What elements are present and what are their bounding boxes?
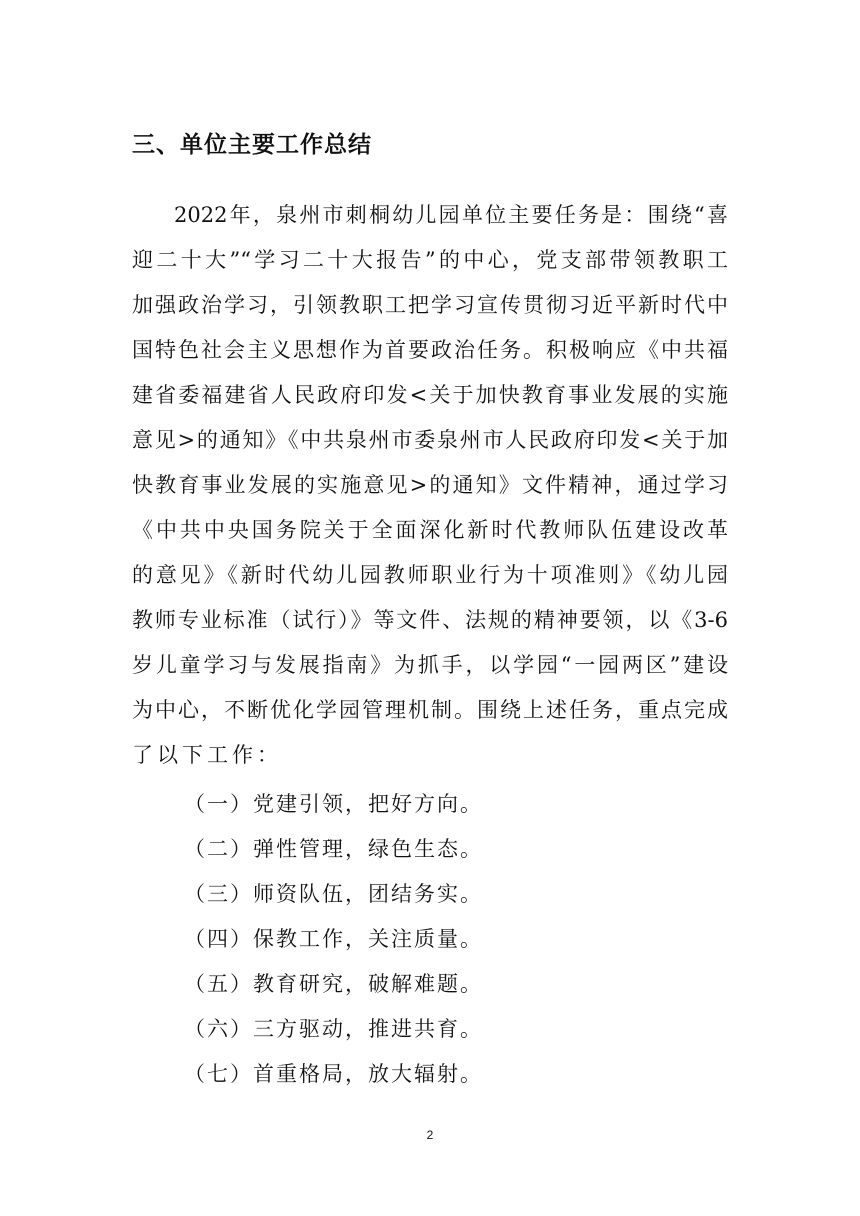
paragraph-line: 加强政治学习，引领教职工把学习宣传贯彻习近平新时代中 — [132, 293, 728, 317]
paragraph-line: 岁儿童学习与发展指南》为抓手，以学园“一园两区”建设 — [132, 653, 728, 677]
list-item: （一）党建引领，把好方向。 — [184, 792, 483, 816]
paragraph-line: 建省委福建省人民政府印发<关于加快教育事业发展的实施 — [132, 383, 728, 407]
list-item: （五）教育研究，破解难题。 — [184, 972, 483, 996]
list-item: （三）师资队伍，团结务实。 — [184, 882, 483, 906]
list-item: （七）首重格局，放大辐射。 — [184, 1062, 483, 1086]
paragraph-line: 为中心，不断优化学园管理机制。围绕上述任务，重点完成 — [132, 698, 728, 722]
paragraph-line: 的意见》《新时代幼儿园教师职业行为十项准则》《幼儿园 — [132, 563, 728, 587]
list-item: （二）弹性管理，绿色生态。 — [184, 837, 483, 861]
paragraph-line: 2022年，泉州市刺桐幼儿园单位主要任务是：围绕“喜 — [174, 203, 728, 227]
paragraph-line: 意见>的通知》《中共泉州市委泉州市人民政府印发<关于加 — [132, 428, 728, 452]
page-number: 2 — [426, 1128, 434, 1142]
paragraph-line: 了以下工作： — [132, 743, 282, 767]
paragraph-line: 快教育事业发展的实施意见>的通知》文件精神，通过学习 — [132, 473, 728, 497]
paragraph-line: 《中共中央国务院关于全面深化新时代教师队伍建设改革 — [132, 518, 728, 542]
section-heading: 三、单位主要工作总结 — [132, 132, 372, 158]
list-item: （四）保教工作，关注质量。 — [184, 927, 483, 951]
paragraph-line: 迎二十大”“学习二十大报告”的中心，党支部带领教职工 — [132, 248, 728, 272]
paragraph-line: 教师专业标准（试行）》等文件、法规的精神要领，以《3-6 — [132, 608, 728, 632]
paragraph-line: 国特色社会主义思想作为首要政治任务。积极响应《中共福 — [132, 338, 728, 362]
list-item: （六）三方驱动，推进共育。 — [184, 1017, 483, 1041]
